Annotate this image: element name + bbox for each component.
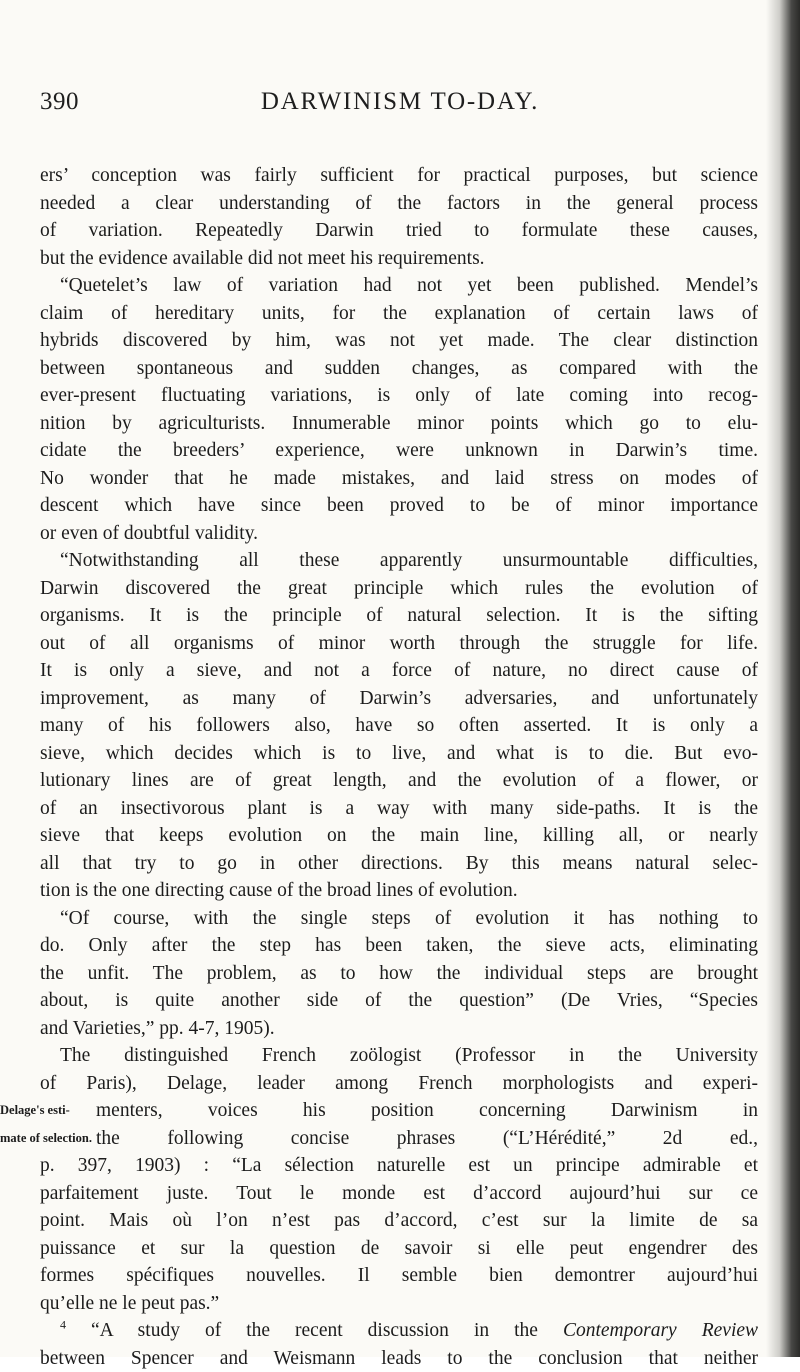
text-line: organisms. It is the principle of natural selection. It is the sifting bbox=[40, 602, 758, 630]
body-text bbox=[40, 162, 758, 1372]
text-line: but the evidence available did not meet his requirements. bbox=[40, 245, 758, 273]
text-line: the unfit. The problem, as to how the individual steps are brought bbox=[40, 960, 758, 988]
text-line: nition by agriculturists. Innumerable minor points which go to elu- bbox=[40, 410, 758, 438]
text-line: cidate the breeders’ experience, were unknown in Darwin’s time. bbox=[40, 437, 758, 465]
text-line: between Spencer and Weismann leads to the conclusion that neither bbox=[40, 1345, 758, 1372]
text-line: between spontaneous and sudden changes, as compared with the bbox=[40, 355, 758, 383]
text-line: No wonder that he made mistakes, and laid stress on modes of bbox=[40, 465, 758, 493]
text-line: hybrids discovered by him, was not yet made. The clear distinction bbox=[40, 327, 758, 355]
page-number: 390 bbox=[40, 88, 79, 116]
text-line: tion is the one directing cause of the broad lines of evolution. bbox=[40, 877, 758, 905]
text-line: ever-present fluctuating variations, is only of late coming into recog- bbox=[40, 382, 758, 410]
text-line: many of his followers also, have so often asserted. It is only a bbox=[40, 712, 758, 740]
text-line: claim of hereditary units, for the explanation of certain laws of bbox=[40, 300, 758, 328]
text-line: qu’elle ne le peut pas.” bbox=[40, 1290, 758, 1318]
text-line: do. Only after the step has been taken, the sieve acts, eliminating bbox=[40, 932, 758, 960]
text-line: of variation. Repeatedly Darwin tried to formulate these causes, bbox=[40, 217, 758, 245]
text-line: Darwin discovered the great principle which rules the evolution of bbox=[40, 575, 758, 603]
margin-note-row bbox=[40, 1125, 758, 1153]
text-line: It is only a sieve, and not a force of nature, no direct cause of bbox=[40, 657, 758, 685]
text-line: parfaitement juste. Tout le monde est d’accord aujourd’hui sur ce bbox=[40, 1180, 758, 1208]
text-line: out of all organisms of minor worth through the struggle for life. bbox=[40, 630, 758, 658]
text-line: sieve that keeps evolution on the main line, killing all, or nearly bbox=[40, 822, 758, 850]
text-line: ers’ conception was fairly sufficient for practical purposes, but science bbox=[40, 162, 758, 190]
text-line: formes spécifiques nouvelles. Il semble bien demontrer aujourd’hui bbox=[40, 1262, 758, 1290]
text-line: or even of doubtful validity. bbox=[40, 520, 758, 548]
text-line: puissance et sur la question de savoir si elle peut engendrer des bbox=[40, 1235, 758, 1263]
text-line: “Quetelet’s law of variation had not yet been published. Mendel’s bbox=[40, 272, 758, 300]
page-edge-shadow bbox=[766, 0, 800, 1357]
footnote-marker: 4 bbox=[60, 1318, 66, 1332]
text-line: “Of course, with the single steps of evolution it has nothing to bbox=[40, 905, 758, 933]
text-line: descent which have since been proved to be of minor importance bbox=[40, 492, 758, 520]
text-line: p. 397, 1903) : “La sélection naturelle est un principe admirable et bbox=[40, 1152, 758, 1180]
text-line: needed a clear understanding of the factors in the general process bbox=[40, 190, 758, 218]
margin-note: Delage's esti- bbox=[0, 1097, 62, 1125]
text-line: all that try to go in other directions. By this means natural selec- bbox=[40, 850, 758, 878]
text-line: about, is quite another side of the question” (De Vries, “Species bbox=[40, 987, 758, 1015]
footnote-text: “A study of the recent discussion in the bbox=[91, 1320, 538, 1341]
text-line: sieve, which decides which is to live, and what is to die. But evo- bbox=[40, 740, 758, 768]
journal-title: Contemporary Review bbox=[563, 1320, 758, 1341]
text-line: improvement, as many of Darwin’s adversaries, and unfortunately bbox=[40, 685, 758, 713]
text-line: and Varieties,” pp. 4-7, 1905). bbox=[40, 1015, 758, 1043]
margin-note: mate of selection. bbox=[0, 1125, 62, 1153]
page-header bbox=[40, 88, 760, 128]
text-line: point. Mais où l’on n’est pas d’accord, c’est sur la limite de sa bbox=[40, 1207, 758, 1235]
text-line: the following concise phrases (“L’Hérédité,” 2d ed., bbox=[40, 1125, 758, 1153]
text-line: menters, voices his position concerning Darwinism in bbox=[40, 1097, 758, 1125]
text-line: of an insectivorous plant is a way with many side-paths. It is the bbox=[40, 795, 758, 823]
text-line: “Notwithstanding all these apparently unsurmountable difficulties, bbox=[40, 547, 758, 575]
text-line: lutionary lines are of great length, and the evolution of a flower, or bbox=[40, 767, 758, 795]
text-line: The distinguished French zoölogist (Professor in the University bbox=[40, 1042, 758, 1070]
margin-note-row bbox=[40, 1097, 758, 1125]
footnote-line bbox=[40, 1317, 758, 1345]
running-head: DARWINISM TO-DAY. bbox=[40, 88, 760, 116]
text-line: of Paris), Delage, leader among French morphologists and experi- bbox=[40, 1070, 758, 1098]
